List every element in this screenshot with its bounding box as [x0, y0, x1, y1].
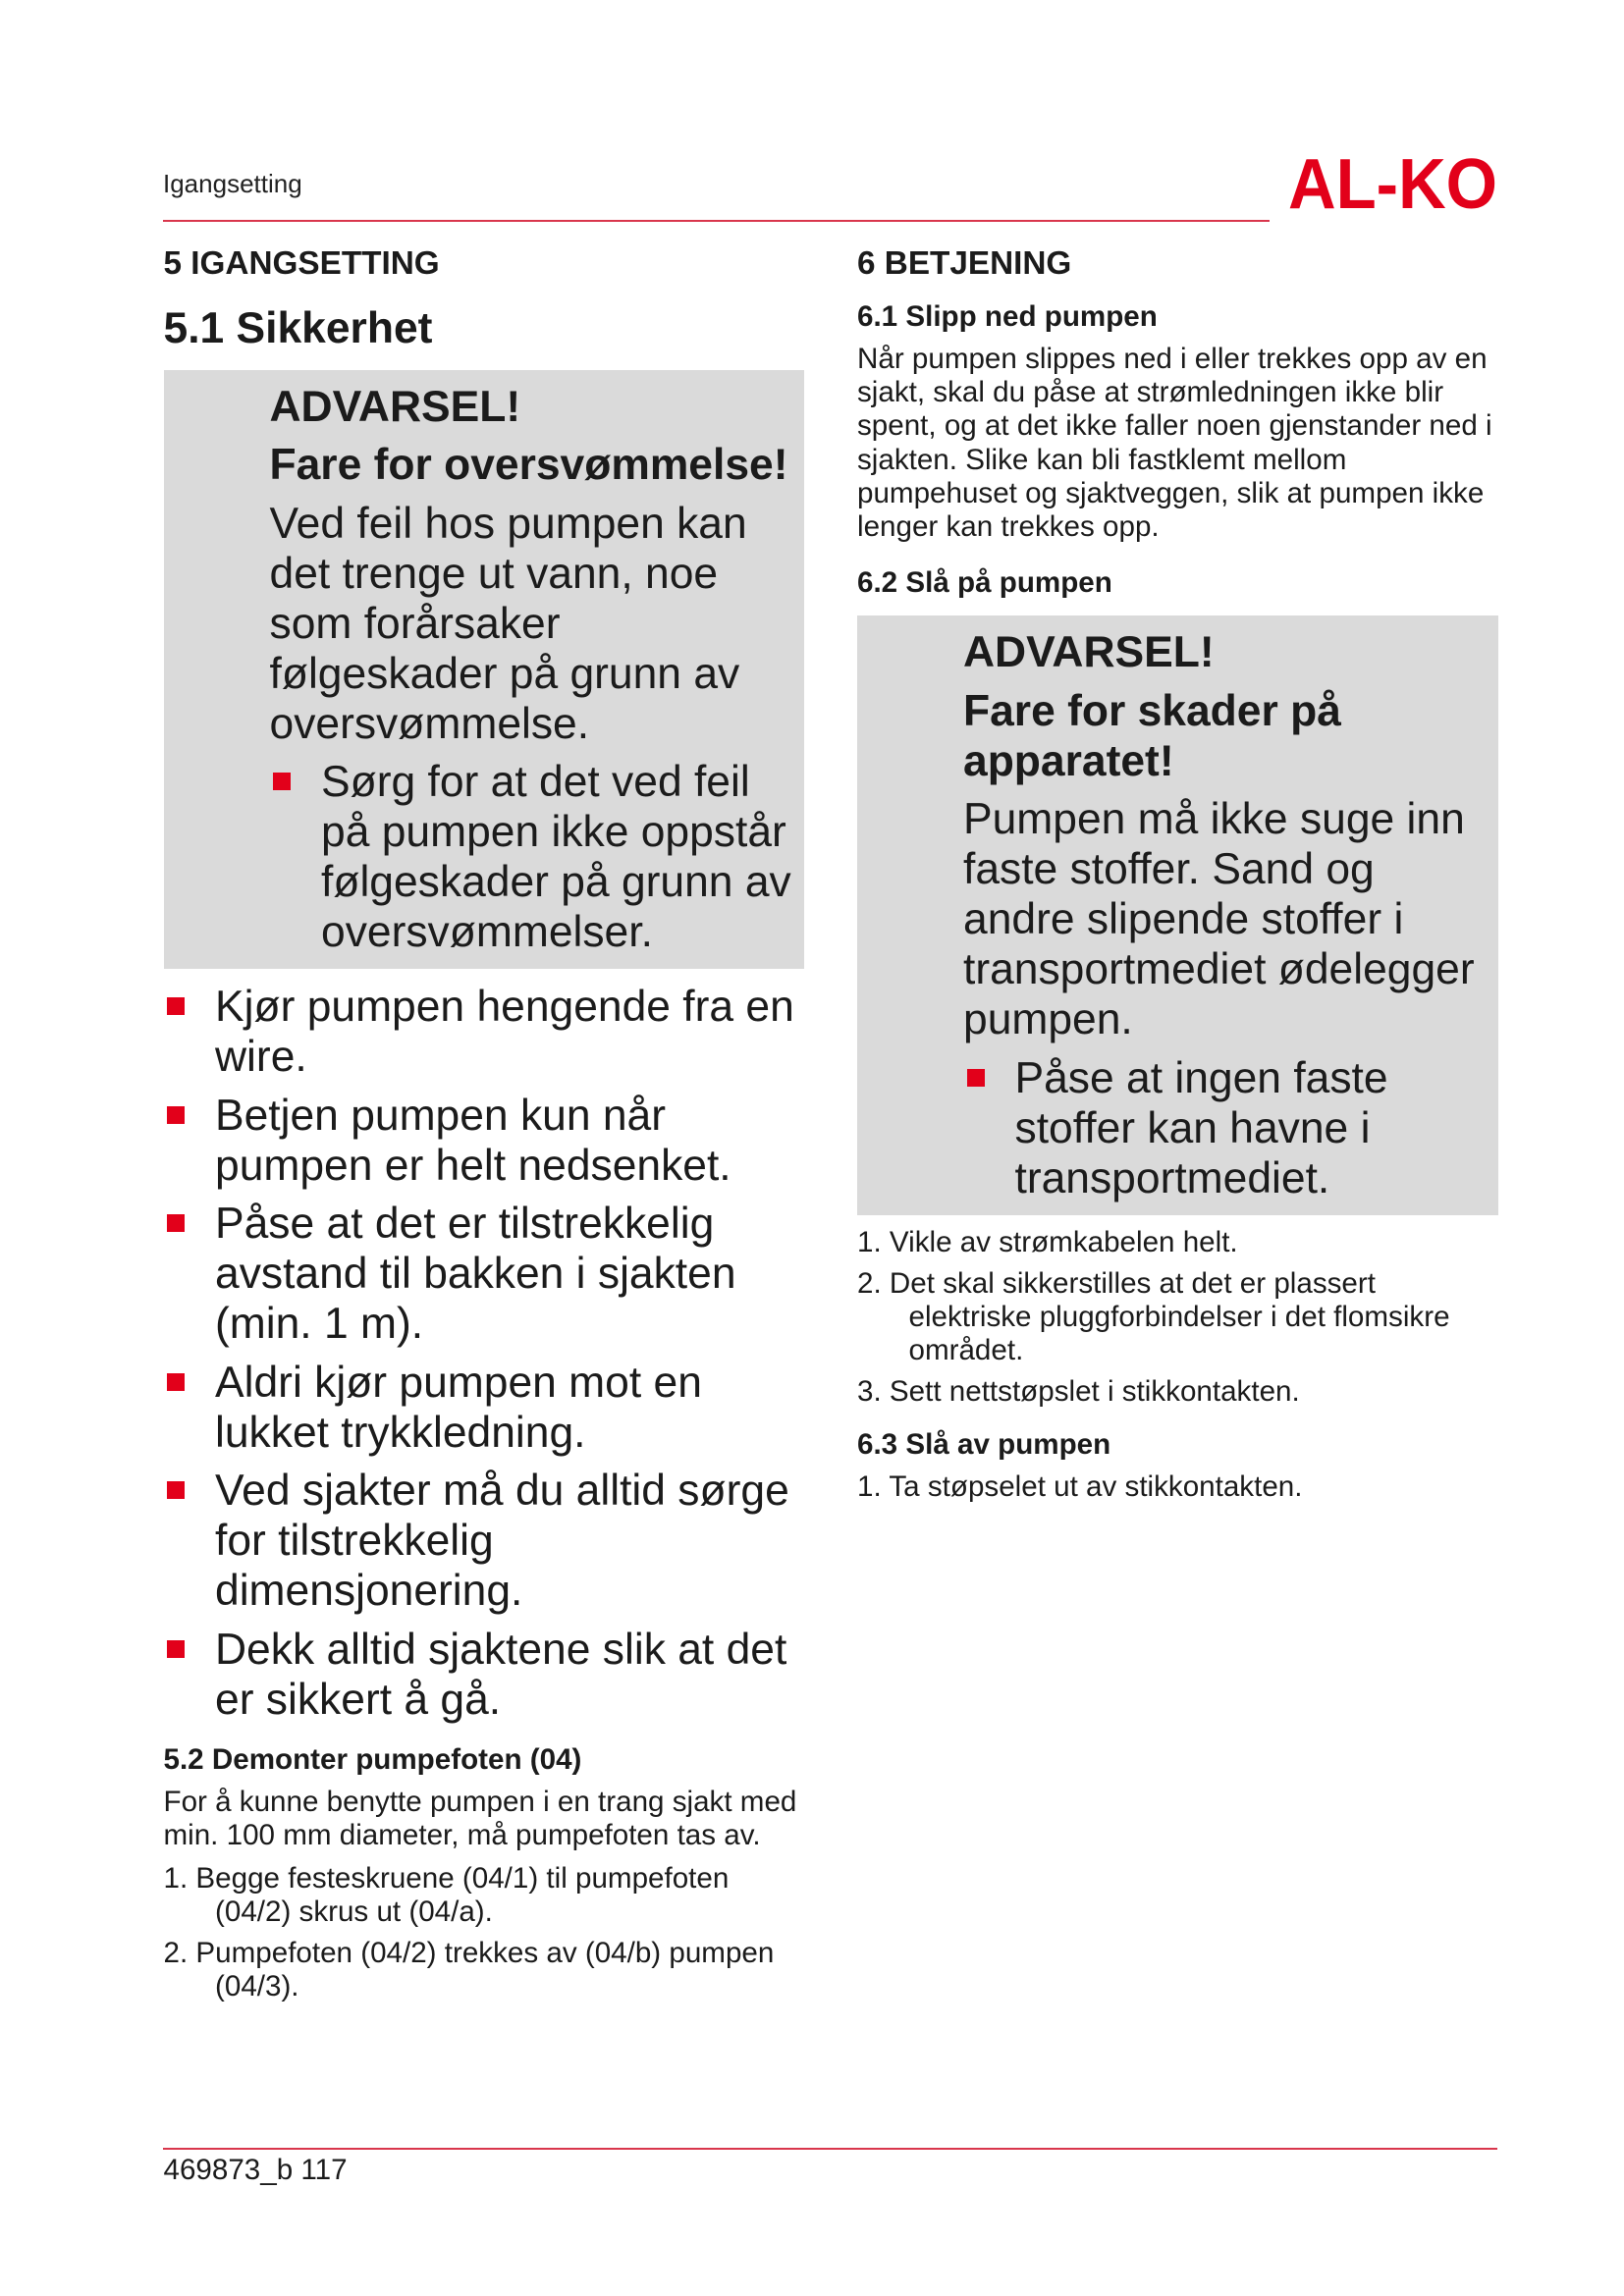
safety-bullet — [164, 1091, 805, 1191]
warning-hazard — [270, 440, 805, 490]
section-5-2-intro — [164, 1786, 805, 1852]
bullet-square-icon — [273, 773, 291, 790]
safety-bullet-line: pumpen er helt nedsenket. — [215, 1141, 731, 1190]
step-first-line — [857, 1267, 1498, 1301]
bullet-square-icon — [167, 1481, 185, 1499]
numbered-step — [857, 1470, 1498, 1504]
step-first-line — [857, 1470, 1498, 1504]
warning-body-line: følgeskader på grunn av — [269, 649, 740, 698]
step-number: 2. — [857, 1266, 882, 1300]
warning-body-line: andre slipende stoffer i — [963, 895, 1404, 943]
warning-body — [270, 499, 805, 749]
safety-bullet-line: Aldri kjør pumpen mot en — [215, 1358, 702, 1407]
footer-rule — [163, 2148, 1497, 2150]
numbered-step — [857, 1226, 1498, 1259]
warning-action-bullet — [963, 1053, 1498, 1203]
section-heading-6-1: 6.1 Slipp ned pumpen — [857, 299, 1158, 333]
safety-bullet — [164, 1199, 805, 1349]
paragraph-line: lenger kan trekkes opp. — [857, 510, 1160, 544]
intro-line: min. 100 mm diameter, må pumpefoten tas av. — [163, 1819, 761, 1852]
step-first-line — [857, 1375, 1498, 1409]
section-5-2-steps — [164, 1862, 805, 2003]
bullet-square-icon — [967, 1069, 985, 1087]
safety-bullet-line: wire. — [215, 1033, 307, 1081]
step-text: elektriske pluggforbindelser i det flomsikre — [908, 1300, 1450, 1333]
warning-body-line: oversvømmelse. — [269, 699, 590, 748]
numbered-step — [164, 1937, 805, 2003]
paragraph-line: spent, og at det ikke faller noen gjenstander ned i — [857, 409, 1492, 443]
paragraph-line: sjakt, skal du påse at strømledningen ikke blir — [857, 376, 1444, 409]
warning-hazard-line: apparatet! — [963, 736, 1174, 785]
bullet-square-icon — [167, 1640, 185, 1658]
safety-bullet-line: Påse at det er tilstrekkelig — [215, 1200, 715, 1248]
chapter-heading-6: 6 BETJENING — [857, 245, 1072, 282]
section-6-3-steps — [857, 1470, 1498, 1504]
safety-bullet — [164, 1466, 805, 1616]
paragraph-line: sjakten. Slike kan bli fastklemt mellom — [857, 443, 1347, 476]
warning-hazard-line: Fare for skader på — [963, 686, 1341, 735]
warning-title-text: ADVARSEL! — [963, 628, 1215, 676]
section-6-1-text — [857, 343, 1498, 544]
warning-body-line: faste stoffer. Sand og — [963, 845, 1375, 893]
header-rule — [163, 220, 1270, 222]
step-first-line — [164, 1937, 805, 1970]
safety-bullet — [164, 982, 805, 1082]
warning-body-line: pumpen. — [963, 995, 1133, 1043]
safety-bullet — [164, 1625, 805, 1725]
step-text: Det skal sikkerstilles at det er plassert — [889, 1266, 1376, 1300]
step-number: 3. — [857, 1374, 882, 1408]
warning-body — [963, 794, 1498, 1044]
step-first-line — [164, 1862, 805, 1896]
section-heading-5-1: 5.1 Sikkerhet — [163, 303, 433, 352]
step-text: Begge festeskruene (04/1) til pumpefoten — [195, 1862, 730, 1895]
step-text: Pumpefoten (04/2) trekkes av (04/b) pumpen — [195, 1936, 775, 1969]
warning-action-line: stoffer kan havne i — [1014, 1103, 1371, 1152]
warning-body-line: Ved feil hos pumpen kan — [269, 499, 747, 548]
warning-action-bullet — [270, 757, 805, 957]
footer-document-page-number: 469873_b 117 — [163, 2154, 348, 2186]
step-text: Vikle av strømkabelen helt. — [889, 1226, 1238, 1258]
numbered-step — [857, 1375, 1498, 1409]
bullet-square-icon — [167, 997, 185, 1015]
section-6-2-steps — [857, 1226, 1498, 1409]
warning-hazard-line: Fare for oversvømmelse! — [269, 441, 788, 489]
paragraph-line: Når pumpen slippes ned i eller trekkes opp av en — [857, 343, 1488, 375]
numbered-step — [164, 1862, 805, 1929]
step-text: Sett nettstøpslet i stikkontakten. — [889, 1374, 1300, 1408]
warning-title — [270, 382, 805, 432]
step-text: (04/2) skrus ut (04/a). — [215, 1896, 493, 1929]
intro-line: For å kunne benytte pumpen i en trang sjakt med — [163, 1786, 797, 1818]
step-number: 1. — [857, 1226, 882, 1258]
safety-bullet-line: Ved sjakter må du alltid sørge — [215, 1467, 789, 1515]
warning-body-line: Pumpen må ikke suge inn — [963, 795, 1465, 843]
warning-action-line: Påse at ingen faste — [1014, 1053, 1388, 1102]
safety-bullet-line: lukket trykkledning. — [215, 1408, 586, 1457]
warning-body-line: det trenge ut vann, noe — [269, 549, 719, 598]
warning-body-line: som forårsaker — [269, 599, 561, 648]
warning-hazard — [963, 686, 1498, 786]
step-first-line — [857, 1226, 1498, 1259]
running-header-title: Igangsetting — [163, 169, 302, 198]
warning-title — [963, 627, 1498, 677]
subsection-heading-5-2: 5.2 Demonter pumpefoten (04) — [163, 1742, 582, 1776]
bullet-square-icon — [167, 1214, 185, 1232]
chapter-heading-5: 5 IGANGSETTING — [163, 245, 440, 282]
safety-bullet-line: Dekk alltid sjaktene slik at det — [215, 1625, 787, 1674]
step-text: (04/3). — [215, 1970, 299, 2003]
safety-bullet-line: Kjør pumpen hengende fra en — [215, 983, 794, 1031]
safety-bullet-line: Betjen pumpen kun når — [215, 1091, 667, 1140]
warning-body-line: transportmediet ødelegger — [963, 945, 1475, 993]
paragraph-line: pumpehuset og sjaktveggen, slik at pumpen ikke — [857, 476, 1485, 509]
step-text: Ta støpselet ut av stikkontakten. — [889, 1470, 1303, 1503]
al-ko-logo — [1288, 153, 1498, 212]
safety-bullet-line: avstand til bakken i sjakten — [215, 1250, 736, 1298]
safety-bullet-line: for tilstrekkelig — [215, 1517, 494, 1565]
bullet-square-icon — [167, 1373, 185, 1391]
warning-box-flooding — [164, 370, 805, 969]
safety-bullet-line: dimensjonering. — [215, 1567, 523, 1615]
safety-bullet-list — [164, 982, 805, 1725]
safety-bullet — [164, 1358, 805, 1458]
bullet-square-icon — [167, 1106, 185, 1124]
step-number: 1. — [857, 1470, 882, 1503]
step-number: 1. — [163, 1862, 189, 1895]
warning-action-line: følgeskader på grunn av — [321, 858, 791, 906]
safety-bullet-line: (min. 1 m). — [215, 1300, 424, 1348]
step-text: området. — [908, 1334, 1024, 1367]
safety-bullet-line: er sikkert å gå. — [215, 1675, 502, 1724]
warning-action-line: Sørg for at det ved feil — [321, 758, 750, 806]
step-number: 2. — [163, 1936, 189, 1969]
section-heading-6-2: 6.2 Slå på pumpen — [857, 566, 1112, 599]
warning-action-line: transportmediet. — [1014, 1153, 1330, 1202]
warning-action-line: oversvømmelser. — [321, 908, 653, 956]
section-heading-6-3: 6.3 Slå av pumpen — [857, 1427, 1111, 1461]
warning-action-line: på pumpen ikke oppstår — [321, 808, 786, 856]
numbered-step — [857, 1267, 1498, 1368]
logo-text: AL-KO — [1288, 153, 1497, 212]
warning-title-text: ADVARSEL! — [269, 382, 521, 431]
warning-box-device-damage — [857, 615, 1498, 1215]
